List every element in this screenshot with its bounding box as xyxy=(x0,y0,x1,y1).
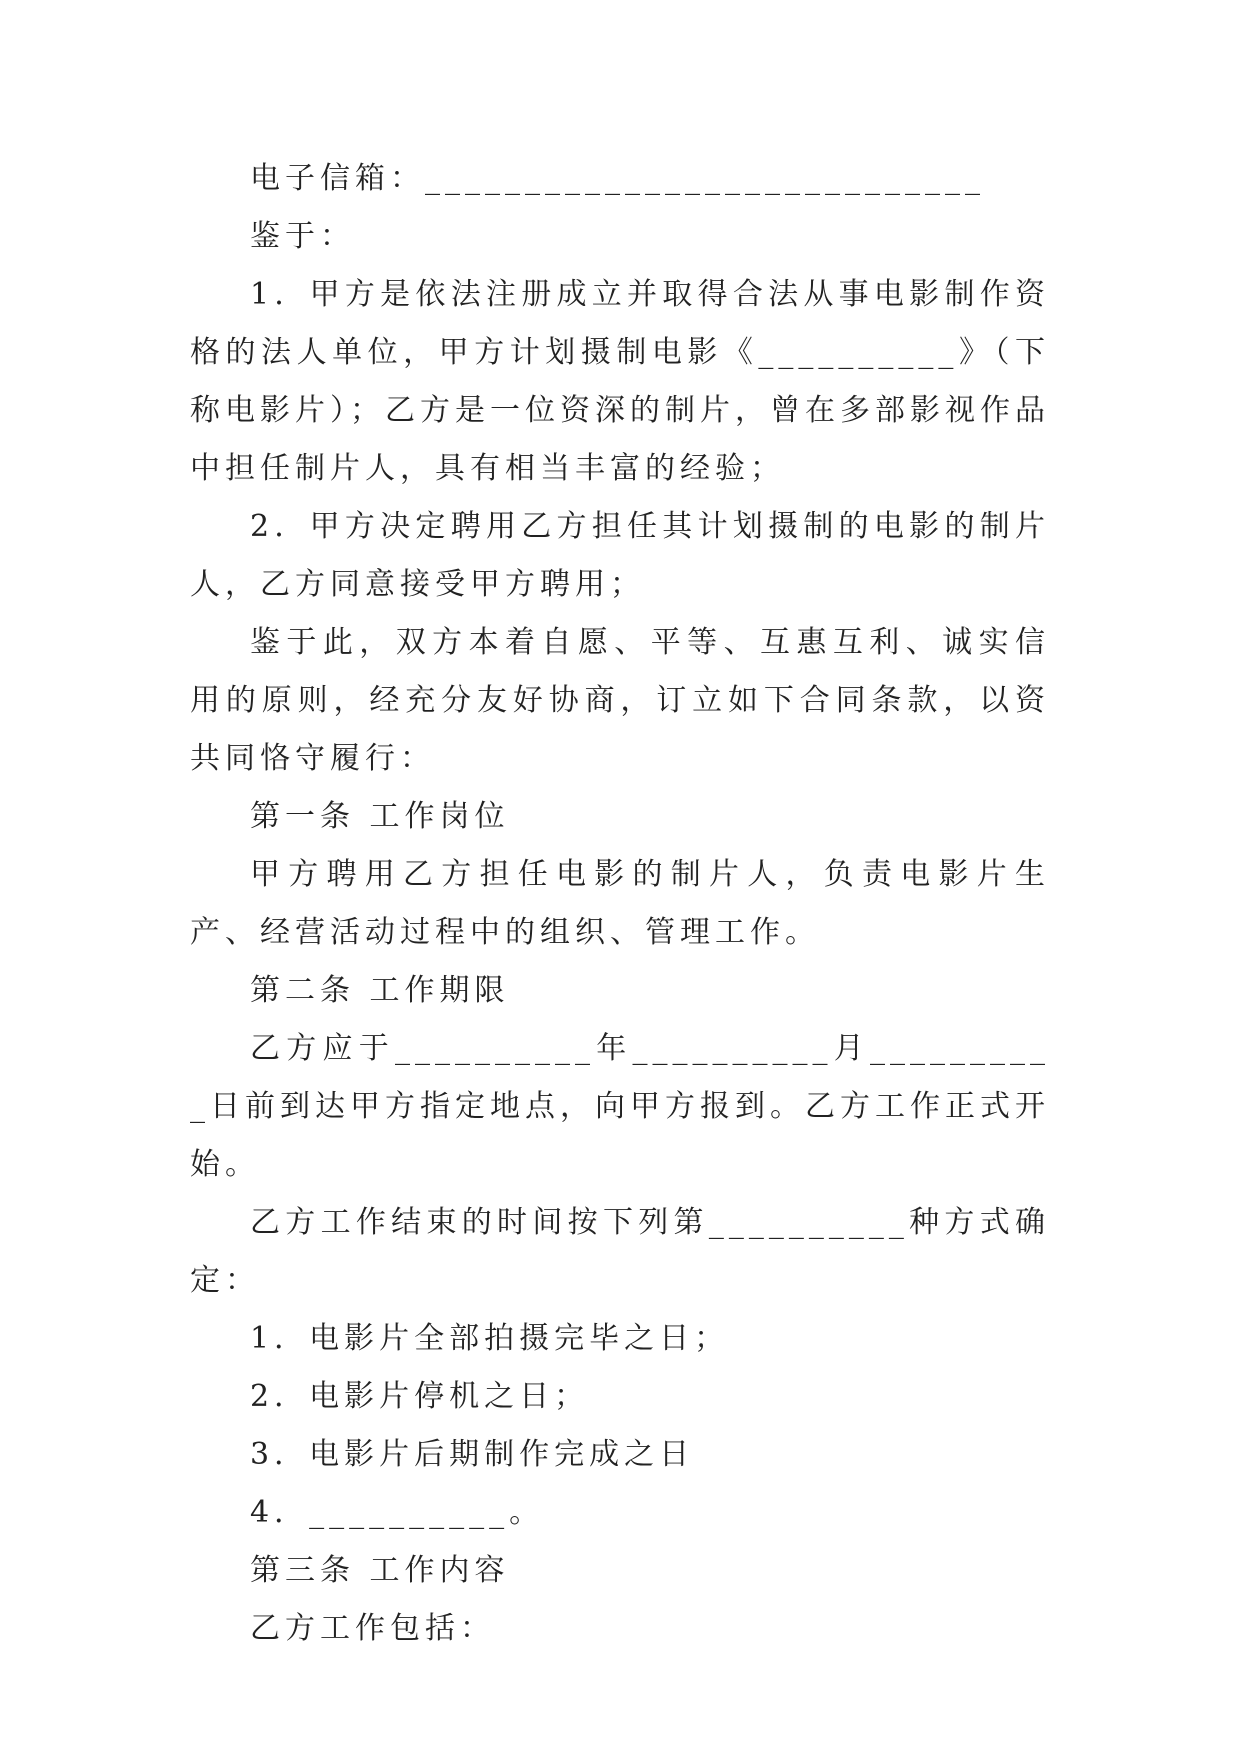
recital-conclusion: 鉴于此，双方本着自愿、平等、互惠互利、诚实信用的原则，经充分友好协商，订立如下合同条款，以资共同恪守履行： xyxy=(190,625,1050,776)
article-3-title: 第三条 工作内容 xyxy=(250,1553,510,1588)
article-2-body-2: 乙方工作结束的时间按下列第__________种方式确定： xyxy=(190,1205,1050,1298)
option-3: 3．电影片后期制作完成之日 xyxy=(250,1437,695,1472)
option-1: 1．电影片全部拍摄完毕之日； xyxy=(250,1321,730,1356)
email-field-line: 电子信箱：____________________________ xyxy=(250,161,985,196)
article-1-title: 第一条 工作岗位 xyxy=(250,799,510,834)
recital-1: 1．甲方是依法注册成立并取得合法从事电影制作资格的法人单位，甲方计划摄制电影《__________》（下称电影片）；乙方是一位资深的制片，曾在多部影视作品中担任制片人，具有相当丰富的经验； xyxy=(190,277,1050,486)
option-2: 2．电影片停机之日； xyxy=(250,1379,590,1414)
whereas-heading: 鉴于： xyxy=(250,219,355,254)
option-4: 4．__________。 xyxy=(250,1495,545,1530)
article-3-body: 乙方工作包括： xyxy=(250,1611,495,1646)
recital-2: 2．甲方决定聘用乙方担任其计划摄制的电影的制片人，乙方同意接受甲方聘用； xyxy=(190,509,1050,602)
article-2-title: 第二条 工作期限 xyxy=(250,973,510,1008)
document-page xyxy=(190,150,1050,1658)
article-1-body: 甲方聘用乙方担任电影的制片人，负责电影片生产、经营活动过程中的组织、管理工作。 xyxy=(190,857,1050,950)
article-2-body-1: 乙方应于__________年__________月__________日前到达甲方指定地点，向甲方报到。乙方工作正式开始。 xyxy=(190,1031,1050,1182)
